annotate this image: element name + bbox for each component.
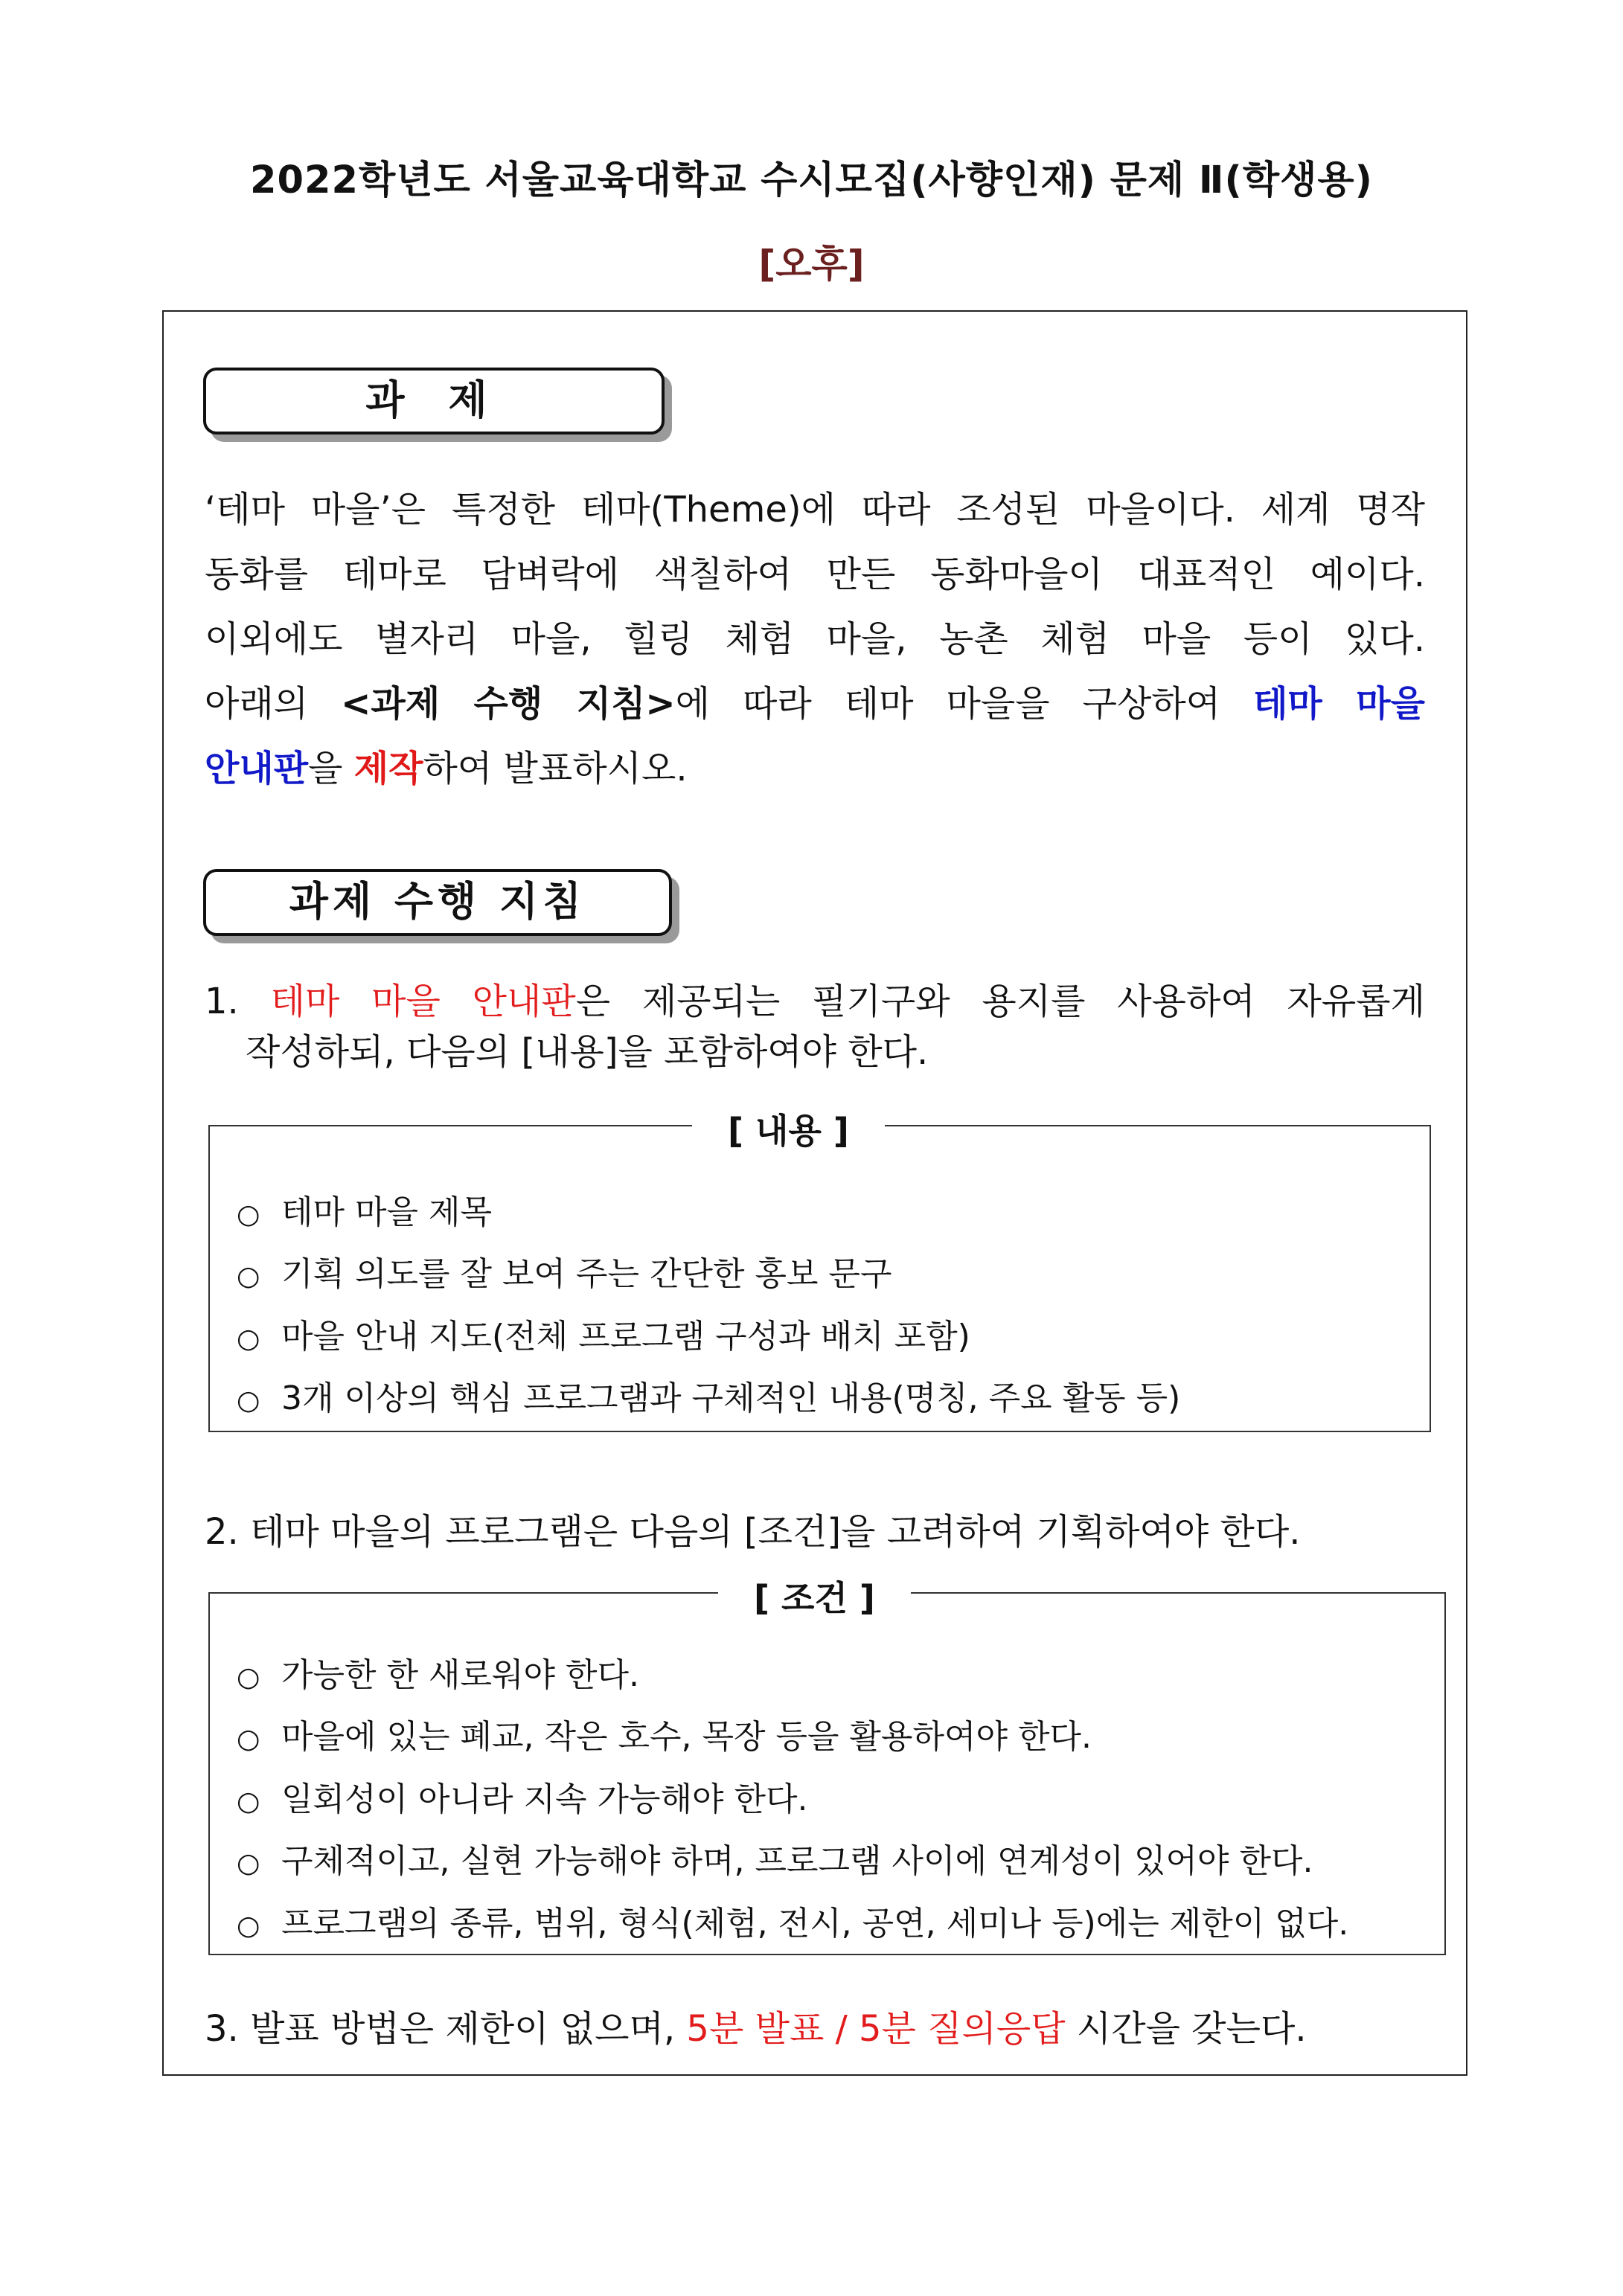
condition-box-legend: [ 조건 ]	[718, 1571, 911, 1620]
task-line-5: 안내판을 제작하여 발표하시오.	[205, 748, 688, 789]
document-title: 2022학년도 서울교육대학교 수시모집(사향인재) 문제 Ⅱ(학생용)	[250, 158, 1373, 202]
task-paragraph	[205, 478, 1425, 801]
guideline-reference: <과제 수행 지침>	[341, 683, 676, 725]
bullet-icon: ○	[237, 1786, 260, 1817]
task-line-2: 동화를 테마로 담벼락에 색칠하여 만든 동화마을이 대표적인 예이다.	[205, 554, 1425, 595]
guideline-item-1: 1. 테마 마을 안내판은 제공되는 필기구와 용지를 사용하여 자유롭게	[205, 981, 1425, 1022]
content-bullet-3: ○ 마을 안내 지도(전체 프로그램 구성과 배치 포함)	[237, 1318, 970, 1356]
task-label: 과 제	[203, 368, 665, 434]
guideline-item-3: 3. 발표 방법은 제한이 없으며, 5분 발표 / 5분 질의응답 시간을 갖는다.	[205, 2008, 1307, 2050]
document-subtitle: [오후]	[758, 243, 865, 286]
task-line-4: 아래의 <과제 수행 지침>에 따라 테마 마을을 구상하여 테마 마을	[205, 683, 1425, 725]
theme-village-highlight: 테마 마을	[1253, 683, 1425, 725]
bullet-icon: ○	[237, 1261, 260, 1292]
bullet-icon: ○	[237, 1662, 260, 1693]
condition-bullet-3: ○ 일회성이 아니라 지속 가능해야 한다.	[237, 1780, 808, 1818]
bullet-icon: ○	[237, 1911, 260, 1941]
task-line-3: 이외에도 별자리 마을, 힐링 체험 마을, 농촌 체험 마을 등이 있다.	[205, 618, 1425, 660]
task-line-1: ‘테마 마을’은 특정한 테마(Theme)에 따라 조성된 마을이다. 세계 명작	[205, 489, 1425, 530]
guidelines-label: 과제 수행 지침	[203, 869, 672, 936]
content-bullet-4: ○ 3개 이상의 핵심 프로그램과 구체적인 내용(명칭, 주요 활동 등)	[237, 1379, 1181, 1417]
content-box-legend: [ 내용 ]	[692, 1104, 885, 1153]
bullet-icon: ○	[237, 1848, 260, 1879]
bullet-icon: ○	[237, 1724, 260, 1754]
content-bullet-1: ○ 테마 마을 제목	[237, 1193, 492, 1231]
condition-bullet-2: ○ 마을에 있는 폐교, 작은 호수, 목장 등을 활용하여야 한다.	[237, 1718, 1092, 1756]
condition-bullet-4: ○ 구체적이고, 실현 가능해야 하며, 프로그램 사이에 연계성이 있어야 한다.	[237, 1842, 1313, 1880]
bullet-icon: ○	[237, 1385, 260, 1416]
make-highlight: 제작	[353, 748, 423, 789]
presentation-time-highlight: 5분 발표 / 5분 질의응답	[686, 2008, 1066, 2050]
bullet-icon: ○	[237, 1324, 260, 1354]
bullet-icon: ○	[237, 1199, 260, 1230]
guideline-item-1-line-2: 작성하되, 다음의 [내용]을 포함하여야 한다.	[246, 1031, 929, 1073]
condition-bullet-1: ○ 가능한 한 새로워야 한다.	[237, 1656, 639, 1694]
condition-bullet-5: ○ 프로그램의 종류, 범위, 형식(체험, 전시, 공연, 세미나 등)에는 제한이 없다.	[237, 1905, 1349, 1943]
content-bullet-2: ○ 기획 의도를 잘 보여 주는 간단한 홍보 문구	[237, 1255, 892, 1293]
signboard-highlight: 안내판	[205, 748, 309, 789]
signboard-red-text: 테마 마을 안내판	[270, 981, 576, 1022]
guideline-item-2: 2. 테마 마을의 프로그램은 다음의 [조건]을 고려하여 기획하여야 한다.	[205, 1511, 1301, 1553]
